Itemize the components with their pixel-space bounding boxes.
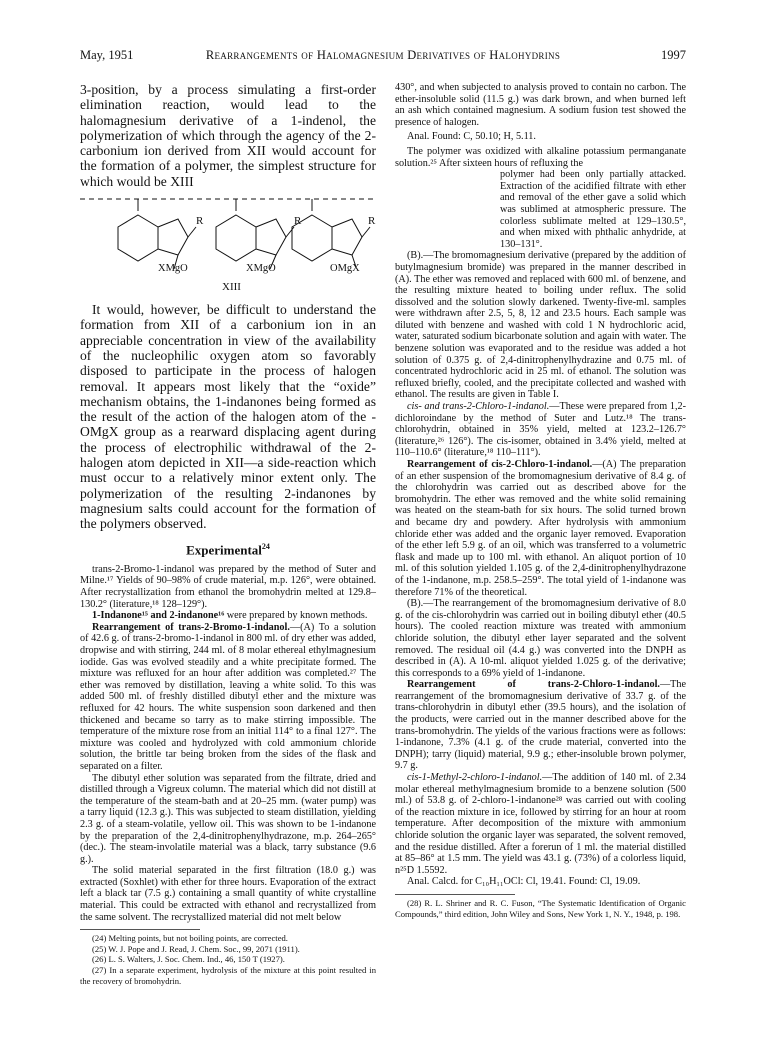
footnote-rule xyxy=(395,894,515,895)
paragraph: polymer had been only partially attacked. Extraction of the acidified filtrate with ether and removal of the ether gave a solid which was sublimed at atmospheric pressure. The colorless sublimate melted at 129–130.5°, and when mixed with phthalic anhydride, at 130–131°. xyxy=(500,169,686,250)
paragraph: The polymer was oxidized with alkaline potassium permanganate solution.²⁵ After sixteen hours of refluxing the xyxy=(395,145,686,169)
structure-label: XIII xyxy=(222,281,241,294)
footnote: (26) L. S. Walters, J. Soc. Chem. Ind., 46, 150 T (1927). xyxy=(92,954,285,965)
paragraph xyxy=(80,610,376,622)
paragraph-text: —These were prepared from 1,2-dichloroindane by the method of Suter and Lutz.¹⁸ The trans-chlorohydrin, obtained in 35% yield, melted at 123.2–126.7° (literature,²⁶ 126°). The cis-isomer, obtained in 3.4% yield, melted at 110–110.6° (literature,¹⁸ 110–111°). xyxy=(395,401,686,459)
paragraph-text: were prepared by known methods. xyxy=(224,610,368,622)
footnote: (25) W. J. Pope and J. Read, J. Chem. Soc., 99, 2071 (1911). xyxy=(92,943,300,954)
analysis: Anal. Found: C, 50.10; H, 5.11. xyxy=(407,131,536,143)
footnote: (28) R. L. Shriner and R. C. Fuson, “The Systematic Identification of Organic Compounds,” third edition, John Wiley and Sons, New York 1, N. Y., 1948, p. 198. xyxy=(395,897,686,919)
footnote-rule xyxy=(80,929,200,930)
paragraph-text: —The rearrangement of the bromomagnesium derivative of 33.7 g. of the trans-chlorohydrin in dibutyl ether (39.5 hours), and the isolation of the products, were carried out in the manner described above for the trans-bromohydrin. The yields of the various fractions were as follows: 1-indanone, 7.3% (4.1 g. of the crude material, converted into the DNPH); tarry (liquid) material, 9.9 g.; ether-insoluble brown polymer, 9.7 g. xyxy=(395,679,686,772)
paragraph: (B).—The rearrangement of the bromomagnesium derivative of 8.0 g. of the cis-chlorohydrin was carried out in boiling dibutyl ether (40.5 hours). The cooled reaction mixture was treated with ammonium chloride solution, the dibutyl ether layer separated and the solvent removed. The residual oil (4.4 g.) was converted into the DNPH as described in (A). A 10-ml. aliquot yielded 1.025 g. of the derivative; this corresponds to a 69% yield of 1-indanone. xyxy=(395,598,686,679)
paragraph xyxy=(395,401,686,459)
structure-label-unit3: OMgX xyxy=(330,263,360,275)
structure-xiii xyxy=(80,193,376,296)
structure-label-unit2: XMgO xyxy=(246,263,276,275)
paragraph: trans-2-Bromo-1-indanol was prepared by the method of Suter and Milne.¹⁷ Yields of 90–98% of crude material, m.p. 126°, were obtained. After recrystallization from ethanol the bromohydrin melted at 129.8–130.2° (literature,¹⁸ 128–129°). xyxy=(80,563,376,610)
section-heading xyxy=(80,542,376,558)
left-column xyxy=(80,82,376,986)
footnotes xyxy=(395,898,686,919)
running-header xyxy=(80,48,686,68)
right-column xyxy=(395,82,686,919)
section-heading-text: Experimental xyxy=(186,541,262,557)
footnote: (24) Melting points, but not boiling points, are corrected. xyxy=(92,933,288,944)
section-heading-footnote: 24 xyxy=(261,541,270,551)
structure-label-unit1: XMgO xyxy=(158,263,188,275)
paragraph: The solid material separated in the first filtration (18.0 g.) was extracted (Soxhlet) with ether for three hours. Evaporation of the extract left a black tar (7.5 g.) containing a small quantity of white crystalline material. This could be extracted with ethanol and recrystallized from the same solvent. The recrystallized material did not melt below xyxy=(80,865,376,923)
paragraph-heading: cis- and trans-2-Chloro-1-indanol. xyxy=(407,401,550,413)
paragraph: The dibutyl ether solution was separated from the filtrate, dried and distilled through a Vigreux column. The material which did not distill at the temperature of the steam-bath and at 20–25 mm. (water pump) was a tarry liquid (12.3 g.). This was subjected to steam distillation, yielding 2.3 g. of a steam-volatile, yellow oil. This was shown to be 1-indanone by the preparation of the 2,4-dinitrophenylhydrazone, m.p. 264–265° (dec.). The steam-involatile material was a black, tarry substance (9.6 g.). xyxy=(80,772,376,865)
paragraph: It would, however, be difficult to understand the formation from XII of a carbonium ion in an appreciable concentration in view of the availability of the nucleophilic oxygen atom so favorably disposed to participate in the process of halogen removal. It appears most likely that the “oxide” mechanism obtains, the 1-indanones being formed as the result of the action of the halogen atom of the -OMgX group as a rearward displacing agent during the process of electrophilic withdrawal of the 2-halogen atom depicted in XII—a side-reaction which must occur to a relatively minor extent only. The polymerization of the resulting 2-indanones by magnesium salts could account for the formation of the polymers observed. xyxy=(80,302,376,532)
paragraph: 430°, and when subjected to analysis proved to contain no carbon. The ether-insoluble solid (11.5 g.) was dark brown, and when burned left an ash which contained magnesium. A sodium fusion test showed the presence of halogen. xyxy=(395,82,686,128)
paragraph-heading: Rearrangement of cis-2-Chloro-1-indanol. xyxy=(407,459,593,470)
structure-label-r: R xyxy=(368,215,376,228)
paragraph-text: —The addition of 140 ml. of 2.34 molar ethereal methylmagnesium bromide to a benzene solution (500 ml.) of 53.8 g. of 2-chloro-1-indanone²⁸ was carried out with cooling of the reaction mixture in ice, followed by stirring for an hour at room temperature. After decomposition of the mixture with ammonium chloride solution the organic layer was separated, the solvent removed, and the residue distilled. After a forerun of 1 ml. the material distilled at 85–86° at 1.5 mm. The yield was 43.1 g. (73%) of a colorless liquid, n²⁵D 1.5592. xyxy=(395,772,686,876)
paragraph-text: —(A) The preparation of an ether suspension of the bromomagnesium derivative of 8.4 g. of the chlorohydrin was carried out as described above for the bromohydrin. The ether was removed and the white solid remaining was heated on the steam-bath for six hours. The solid turned brown and became dry and powdery. After hydrolysis with ammonium chloride ether was added and the organic layer removed. Evaporation of the ether left 5.9 g. of an oil, which was transferred to a volumetric flask and made up to 100 ml. with ethanol. An aliquot portion of 10 ml. of this solution yielded 1.105 g. of the 2,4-dinitrophenylhydrazone of the 1-indanone, m.p. 258.5–259°. The total yield of 1-indanone was therefore 71% of the theoretical. xyxy=(395,459,686,598)
paragraph: 3-position, by a process simulating a first-order elimination reaction, would lead to the halomagnesium derivative of a 1-indenol, the polymerization of which through the agency of the 2-carbonium ion derived from XII would account for the formation of a polymer, the simplest structure for which would be XIII xyxy=(80,82,376,189)
paragraph-heading: cis-1-Methyl-2-chloro-1-indanol. xyxy=(407,772,543,784)
structure-label-r: R xyxy=(196,215,204,228)
paragraph-heading: Rearrangement of trans-2-Chloro-1-indanol. xyxy=(407,679,660,691)
header-date: May, 1951 xyxy=(80,48,134,62)
paragraph xyxy=(80,622,376,773)
paragraph xyxy=(395,679,686,772)
paragraph: (B).—The bromomagnesium derivative (prepared by the addition of butylmagnesium bromide) was prepared in the manner described in (A). The ether was removed and replaced with 600 ml. of benzene, and the resulting mixture heated to boiling under reflux. The solid dissolved and the solution slowly darkened. Twenty-five-ml. samples were withdrawn after 2.5, 5, 8, 12 and 23.5 hours. Each sample was diluted with benzene and washed with cold 1 N hydrochloric acid, water, saturated sodium bicarbonate solution and again with water. The benzene solution was evaporated and to the residue was added a hot solution of 0.375 g. of 2,4-dinitrophenylhydrazine and 0.75 ml. of concentrated hydrochloric acid in 25 ml. of ethanol. The solution was refluxed briefly, cooled, and the precipitate collected and washed with ethanol. The results are given in Table I. xyxy=(395,250,686,401)
paragraph-text: —(A) To a solution of 42.6 g. of trans-2-bromo-1-indanol in 800 ml. of dry ether was added, dropwise and with stirring, 244 ml. of 8 molar ethereal ethylmagnesium iodide. Gas was evolved steadily and a white precipitate formed. The mixture was refluxed for an hour after addition was completed.²⁷ The ether was removed by distillation, leaving a white solid. To this was added 500 ml. of freshly distilled dibutyl ether and the mixture was refluxed for 42 hours. The white suspension soon darkened and then thickened and became so tarry as to make stirring impossible. The temperature of the mixture rose from an initial 114° to a final 127°. The mixture was cooled and hydrolyzed with cold ammonium chloride solution, the brittle tar being broken from the sides of the flask and separated on a filter. xyxy=(80,621,376,772)
paragraph xyxy=(395,459,686,598)
paragraph-heading: 1-Indanone¹⁵ and 2-indanone¹⁶ xyxy=(92,610,225,622)
footnote: (27) In a separate experiment, hydrolysis of the mixture at this point resulted in the recovery of bromohydrin. xyxy=(80,965,376,986)
paragraph-heading: Rearrangement of trans-2-Bromo-1-indanol. xyxy=(92,621,290,633)
analysis: Anal. Calcd. for C₁₀H₁₁OCl: Cl, 19.41. Found: Cl, 19.09. xyxy=(407,876,641,888)
header-title: Rearrangements of Halomagnesium Derivatives of Halohydrins xyxy=(205,48,561,62)
footnotes xyxy=(80,933,376,986)
structure-label-r: R xyxy=(294,215,302,228)
paragraph xyxy=(395,772,686,876)
page-number: 1997 xyxy=(661,48,686,62)
